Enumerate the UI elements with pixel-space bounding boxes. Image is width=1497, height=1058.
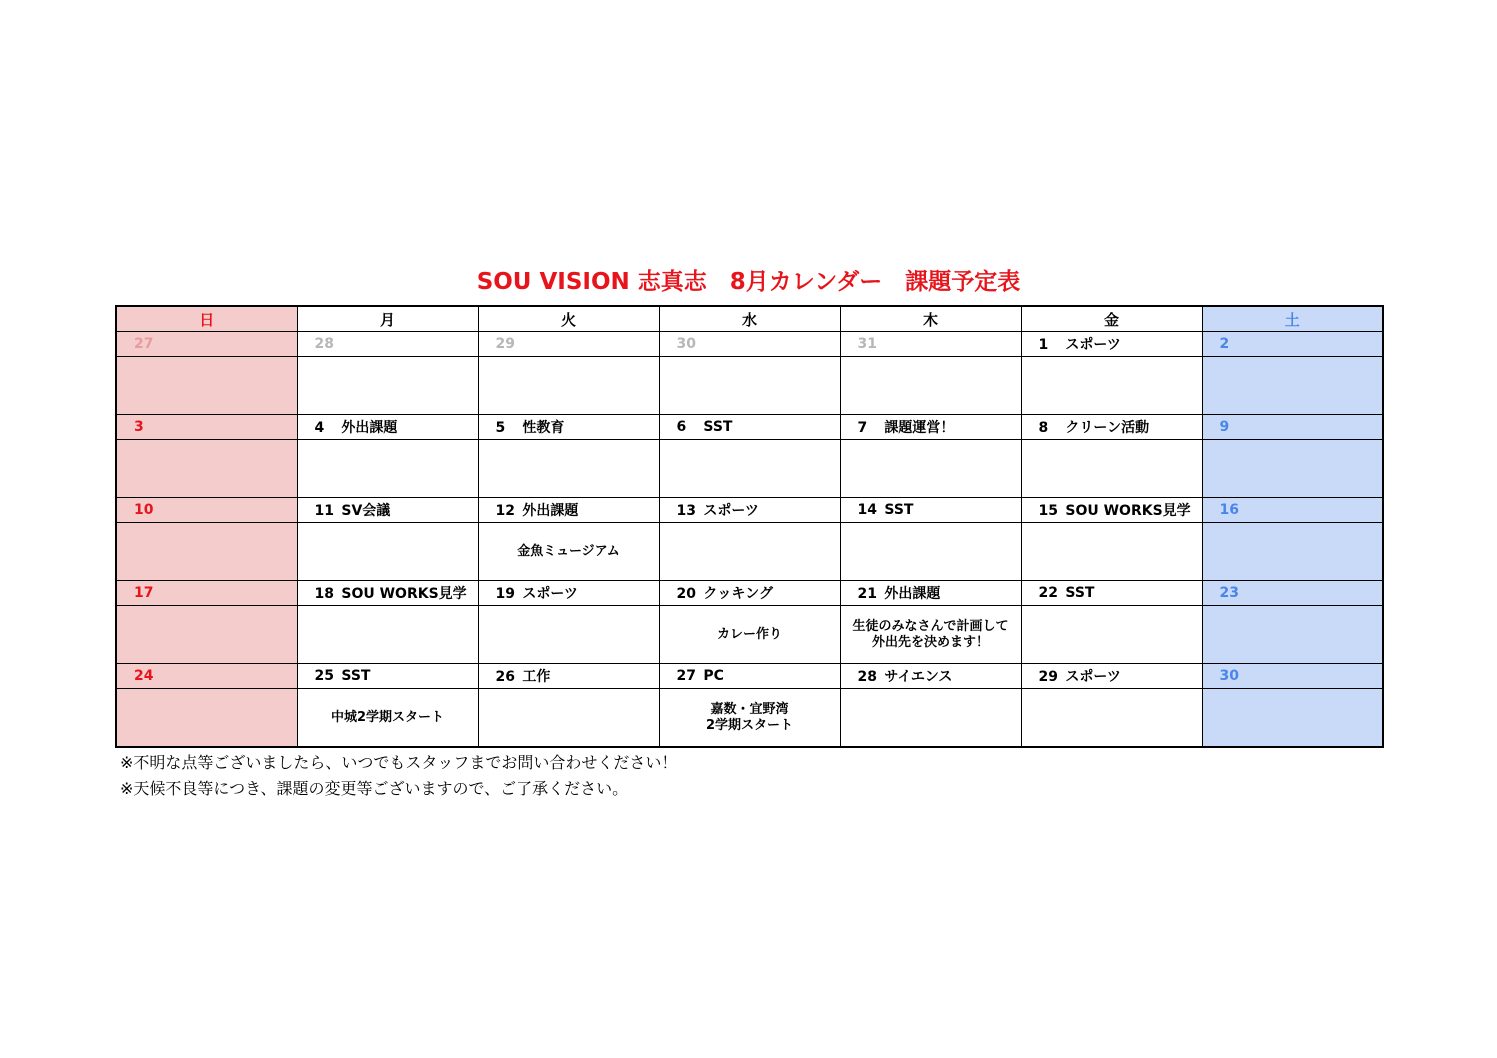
day-activity: SST	[703, 419, 733, 435]
week-day-row	[116, 664, 1383, 689]
day-number: 10	[134, 502, 154, 518]
weekday-thursday: 木	[840, 306, 1021, 332]
event-cell-tuesday	[478, 440, 659, 498]
day-cell-tuesday	[478, 498, 659, 523]
weekday-wednesday: 水	[659, 306, 840, 332]
day-cell-monday	[297, 498, 478, 523]
week-day-row	[116, 581, 1383, 606]
event-cell-tuesday	[478, 689, 659, 748]
day-cell-monday	[297, 332, 478, 357]
day-number: 28	[857, 669, 877, 685]
event-cell-sunday	[116, 689, 297, 748]
week-event-row	[116, 440, 1383, 498]
day-activity: スポーツ	[1065, 337, 1121, 353]
day-cell-thursday	[840, 415, 1021, 440]
day-number: 25	[314, 668, 334, 684]
day-number: 23	[1219, 585, 1239, 601]
event-cell-saturday	[1202, 523, 1383, 581]
day-number: 14	[857, 502, 877, 518]
calendar-table	[115, 305, 1384, 748]
event-cell-wednesday	[659, 689, 840, 748]
event-note: 金魚ミュージアム	[517, 543, 620, 559]
day-cell-wednesday	[659, 664, 840, 689]
day-number: 20	[676, 586, 696, 602]
event-cell-saturday	[1202, 357, 1383, 415]
event-cell-thursday	[840, 689, 1021, 748]
day-activity: SV会議	[341, 503, 391, 519]
day-activity: サイエンス	[884, 669, 953, 685]
event-cell-saturday	[1202, 606, 1383, 664]
day-number: 29	[495, 336, 515, 352]
day-activity: SOU WORKS見学	[341, 586, 467, 602]
event-cell-tuesday	[478, 357, 659, 415]
day-number: 15	[1038, 503, 1058, 519]
day-activity: クッキング	[703, 586, 773, 602]
day-number: 11	[314, 503, 334, 519]
day-cell-tuesday	[478, 664, 659, 689]
day-number: 28	[314, 336, 334, 352]
day-cell-sunday	[116, 415, 297, 440]
day-number: 22	[1038, 585, 1058, 601]
day-number: 3	[134, 419, 144, 435]
event-cell-wednesday	[659, 440, 840, 498]
day-cell-sunday	[116, 332, 297, 357]
day-cell-saturday	[1202, 415, 1383, 440]
day-activity: 外出課題	[341, 420, 398, 436]
week-event-row	[116, 606, 1383, 664]
day-number: 31	[857, 336, 877, 352]
weekday-tuesday: 火	[478, 306, 659, 332]
week-event-row	[116, 689, 1383, 748]
day-cell-monday	[297, 415, 478, 440]
event-cell-saturday	[1202, 440, 1383, 498]
event-cell-sunday	[116, 523, 297, 581]
event-note: 生徒のみなさんで計画して 外出先を決めます！	[852, 618, 1009, 650]
day-cell-monday	[297, 664, 478, 689]
day-number: 27	[134, 336, 154, 352]
week-event-row	[116, 357, 1383, 415]
day-cell-thursday	[840, 332, 1021, 357]
day-number: 30	[1219, 668, 1239, 684]
weekday-monday: 月	[297, 306, 478, 332]
event-cell-thursday	[840, 357, 1021, 415]
event-cell-thursday	[840, 440, 1021, 498]
event-cell-thursday	[840, 606, 1021, 664]
day-activity: SST	[1065, 585, 1095, 601]
day-cell-tuesday	[478, 581, 659, 606]
event-cell-friday	[1021, 523, 1202, 581]
day-activity: SST	[884, 502, 914, 518]
day-cell-wednesday	[659, 581, 840, 606]
event-cell-sunday	[116, 440, 297, 498]
day-cell-friday	[1021, 498, 1202, 523]
day-number: 17	[134, 585, 154, 601]
week-day-row	[116, 332, 1383, 357]
event-cell-wednesday	[659, 357, 840, 415]
day-activity: スポーツ	[522, 586, 578, 602]
week-day-row	[116, 498, 1383, 523]
event-note: カレー作り	[716, 626, 782, 642]
event-cell-sunday	[116, 357, 297, 415]
day-cell-thursday	[840, 664, 1021, 689]
day-activity: PC	[703, 668, 724, 684]
day-cell-saturday	[1202, 581, 1383, 606]
day-number: 2	[1219, 336, 1230, 352]
day-number: 13	[676, 503, 696, 519]
day-cell-sunday	[116, 581, 297, 606]
event-note: 嘉数・宜野湾 2学期スタート	[705, 701, 794, 733]
day-number: 21	[857, 586, 877, 602]
day-cell-friday	[1021, 415, 1202, 440]
day-activity: クリーン活動	[1065, 420, 1150, 436]
day-number: 1	[1038, 337, 1049, 353]
event-cell-tuesday	[478, 523, 659, 581]
day-activity: 工作	[522, 669, 551, 685]
weekday-friday: 金	[1021, 306, 1202, 332]
event-cell-friday	[1021, 689, 1202, 748]
day-activity: 外出課題	[884, 586, 941, 602]
weekday-header-row	[116, 306, 1383, 332]
day-number: 29	[1038, 669, 1058, 685]
event-cell-tuesday	[478, 606, 659, 664]
day-activity: SOU WORKS見学	[1065, 503, 1191, 519]
day-cell-friday	[1021, 332, 1202, 357]
day-number: 6	[676, 419, 687, 435]
day-activity: 外出課題	[522, 503, 579, 519]
day-activity: スポーツ	[703, 503, 759, 519]
event-cell-friday	[1021, 440, 1202, 498]
day-number: 8	[1038, 420, 1049, 436]
event-cell-friday	[1021, 357, 1202, 415]
event-cell-wednesday	[659, 523, 840, 581]
event-cell-sunday	[116, 606, 297, 664]
day-cell-tuesday	[478, 415, 659, 440]
day-cell-wednesday	[659, 498, 840, 523]
week-day-row	[116, 415, 1383, 440]
day-number: 16	[1219, 502, 1239, 518]
weekday-saturday: 土	[1202, 306, 1383, 332]
day-number: 27	[676, 668, 696, 684]
day-cell-friday	[1021, 664, 1202, 689]
event-note: 中城2学期スタート	[330, 709, 445, 725]
day-number: 30	[676, 336, 696, 352]
day-cell-thursday	[840, 498, 1021, 523]
day-cell-wednesday	[659, 415, 840, 440]
day-cell-tuesday	[478, 332, 659, 357]
day-number: 12	[495, 503, 515, 519]
event-cell-saturday	[1202, 689, 1383, 748]
day-activity: 性教育	[522, 420, 565, 436]
day-cell-sunday	[116, 664, 297, 689]
day-activity: SST	[341, 668, 371, 684]
page-title: SOU VISION 志真志 8月カレンダー 課題予定表	[476, 269, 1021, 295]
day-number: 4	[314, 420, 325, 436]
event-cell-thursday	[840, 523, 1021, 581]
day-cell-sunday	[116, 498, 297, 523]
day-activity: 課題運営！	[884, 420, 955, 436]
day-number: 26	[495, 669, 515, 685]
notes	[120, 750, 677, 802]
weekday-sunday: 日	[116, 306, 297, 332]
day-number: 18	[314, 586, 334, 602]
note-line: ※天候不良等につき、課題の変更等ございますので、ご了承ください。	[120, 779, 629, 798]
event-cell-monday	[297, 606, 478, 664]
event-cell-monday	[297, 689, 478, 748]
day-number: 5	[495, 420, 506, 436]
day-number: 9	[1219, 419, 1230, 435]
day-number: 19	[495, 586, 515, 602]
day-cell-wednesday	[659, 332, 840, 357]
day-number: 24	[134, 668, 154, 684]
day-activity: スポーツ	[1065, 669, 1121, 685]
event-cell-monday	[297, 357, 478, 415]
day-cell-thursday	[840, 581, 1021, 606]
day-cell-monday	[297, 581, 478, 606]
event-cell-monday	[297, 440, 478, 498]
day-number: 7	[857, 420, 868, 436]
day-cell-saturday	[1202, 498, 1383, 523]
event-cell-friday	[1021, 606, 1202, 664]
day-cell-saturday	[1202, 664, 1383, 689]
event-cell-wednesday	[659, 606, 840, 664]
note-line: ※不明な点等ございましたら、いつでもスタッフまでお問い合わせください！	[120, 753, 678, 772]
week-event-row	[116, 523, 1383, 581]
event-cell-monday	[297, 523, 478, 581]
day-cell-saturday	[1202, 332, 1383, 357]
day-cell-friday	[1021, 581, 1202, 606]
